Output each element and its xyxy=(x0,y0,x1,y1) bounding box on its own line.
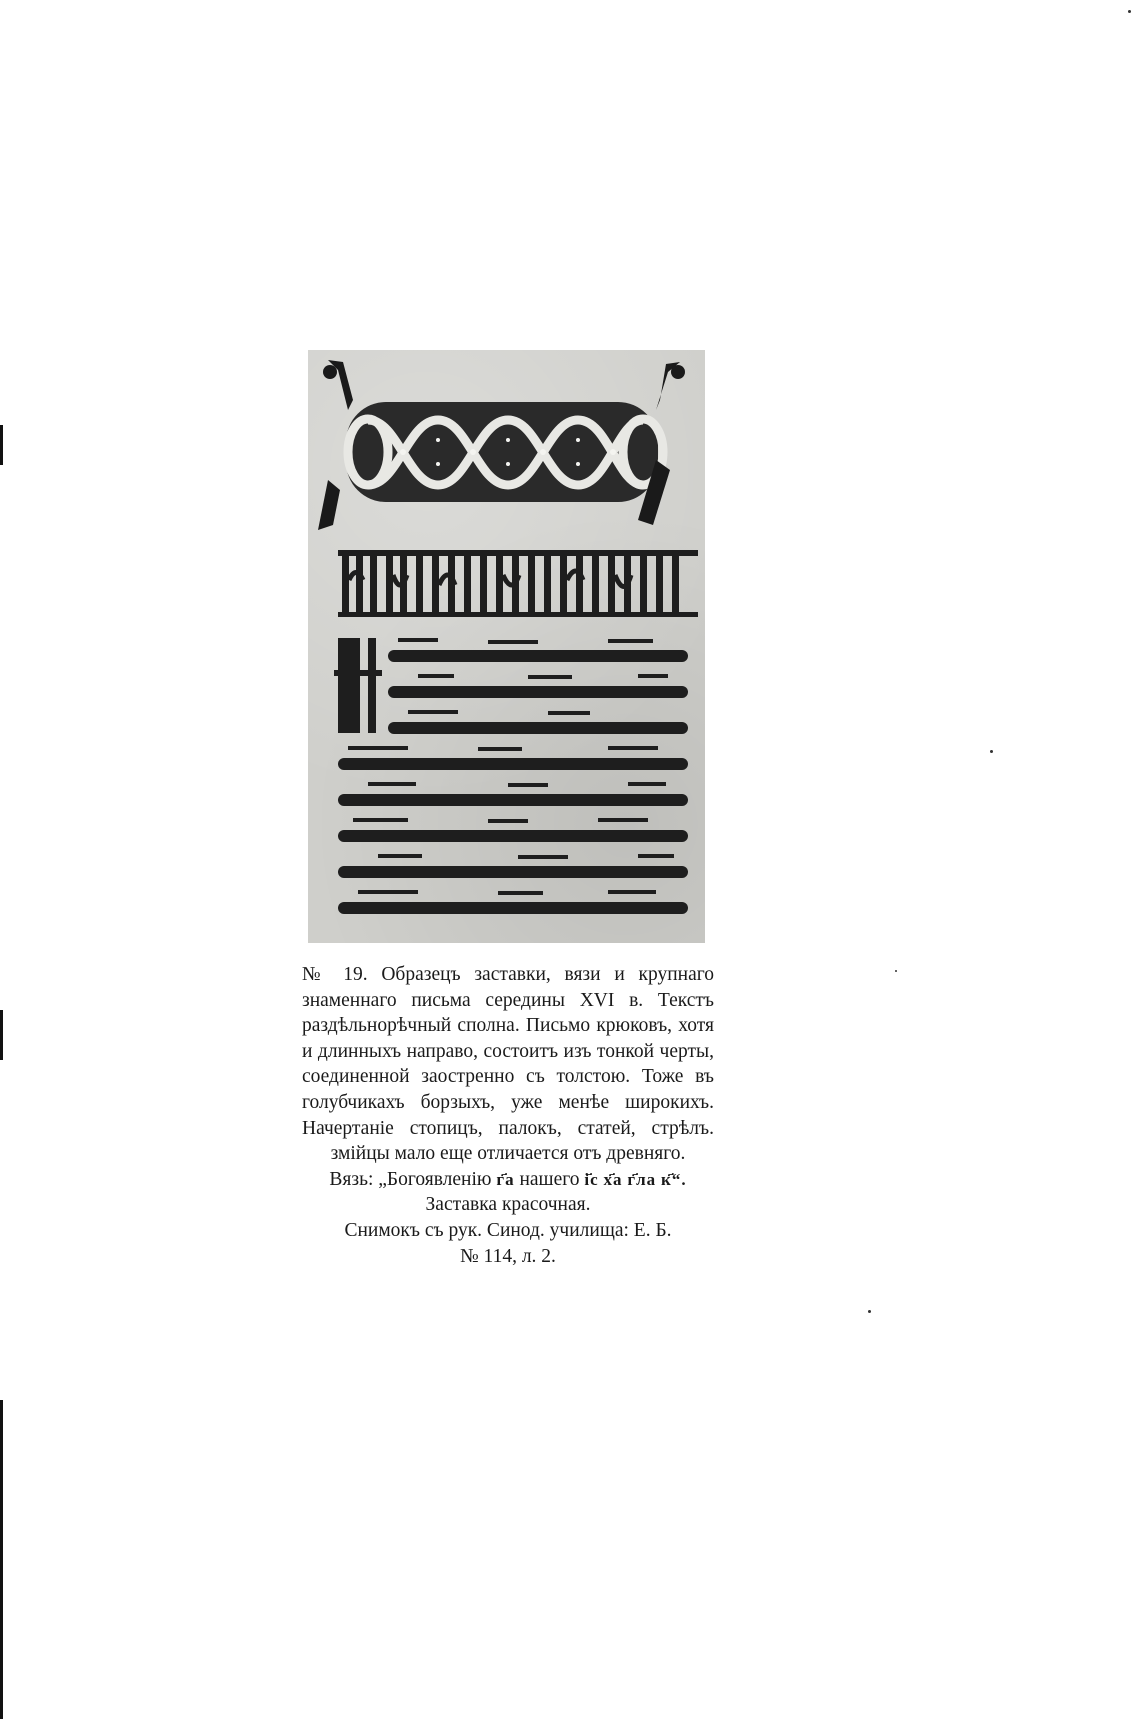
vyaz-suffix: к҃“. xyxy=(661,1169,687,1189)
scan-edge-mark xyxy=(0,1400,3,1719)
vyaz-abbr-is: і҃с xyxy=(584,1169,599,1189)
scan-speck xyxy=(1128,10,1131,13)
figure-caption xyxy=(302,962,714,1269)
scan-speck xyxy=(868,1310,871,1313)
caption-zastavka-line: Заставка красочная. xyxy=(425,1194,591,1216)
vyaz-abbr-ha: х҃а xyxy=(603,1169,623,1189)
caption-source-line-2: № 114, л. 2. xyxy=(460,1245,556,1267)
scan-speck xyxy=(990,750,993,753)
caption-source-line-1: Снимокъ съ рук. Синод. училища: Е. Б. xyxy=(344,1219,672,1241)
vyaz-word-nashego: нашего xyxy=(519,1168,580,1190)
vyaz-abbr-ga: г҃а xyxy=(496,1169,515,1189)
manuscript-facsimile-image xyxy=(308,350,705,943)
manuscript-illustration xyxy=(308,350,705,943)
scan-speck xyxy=(895,970,897,972)
caption-vyaz-line xyxy=(302,1167,714,1193)
interlace-headpiece xyxy=(318,360,685,530)
vyaz-abbr-gla: г҃ла xyxy=(627,1169,657,1189)
chant-text-lines xyxy=(334,638,688,914)
caption-description: № 19. Образецъ заставки, вязи и крупнаго знаменнаго письма середины XVI в. Текстъ раздѣльнорѣчный сполна. Письмо крюковъ, хотя и длинныхъ направо, состоитъ изъ тонкой черты, соединенной заостренно съ толстою. Тоже въ голубчикахъ борзыхъ, уже менѣе широкихъ. Начертаніе стопицъ, палокъ, статей, стрѣлъ. змійцы мало еще отличается отъ древняго. xyxy=(302,964,714,1165)
vyaz-prefix: Вязь: „Богоявленію xyxy=(329,1168,492,1190)
vyaz-title xyxy=(338,550,698,617)
scan-edge-mark xyxy=(0,425,3,465)
scan-edge-mark xyxy=(0,1010,3,1060)
